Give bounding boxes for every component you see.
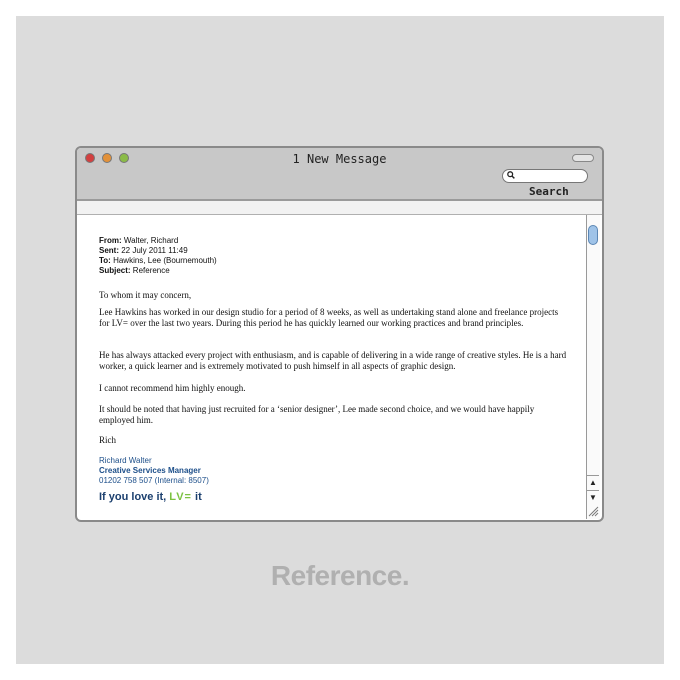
scroll-up-icon[interactable]: ▲ [587,475,599,489]
search-label: Search [529,185,569,198]
to-label: To: [99,256,111,265]
signature-role: Creative Services Manager [99,466,201,475]
scroll-down-icon[interactable]: ▼ [587,490,599,504]
toolbar-strip [77,201,602,215]
sent-label: Sent: [99,246,119,255]
from-value: Walter, Richard [123,236,179,245]
signature-name: Richard Walter [99,456,152,465]
vertical-scrollbar[interactable] [586,215,600,519]
email-window [75,146,604,522]
from-line [99,236,567,246]
brand-slogan [99,491,202,503]
caption-title: Reference. [270,560,410,591]
title-bar [77,148,602,201]
sent-value: 22 July 2011 11:49 [121,246,188,255]
body-paragraph: He has always attacked every project with enthusiasm, and is capable of delivering in a wide range of creative styles. He is a hard worker, a quick learner and is extremely motivated to push himself in all aspects of graphic design. [99,350,567,371]
search-icon [507,171,515,179]
to-line [99,256,567,266]
toolbar-toggle-button[interactable] [572,154,594,162]
body-paragraph: I cannot recommend him highly enough. [99,383,246,393]
subject-value: Reference [132,266,170,275]
body-paragraph: Lee Hawkins has worked in our design studio for a period of 8 weeks, as well as undertaking stand alone and freelance projects for LV= over the last two years. During this period he has quickly learned our working practices and brand principles. [99,307,559,328]
signature-phone: 01202 758 507 (Internal: 8507) [99,476,209,485]
resize-grip-icon[interactable] [587,505,599,517]
brand-logo: LV= [169,491,192,503]
sent-line [99,246,567,256]
search-input[interactable] [502,169,588,183]
scrollbar-thumb[interactable] [588,225,598,245]
slogan-prefix: If you love it, [99,491,167,503]
email-signature [99,456,209,486]
email-header [99,236,567,276]
subject-label: Subject: [99,266,131,275]
body-paragraph: It should be noted that having just recruited for a ‘senior designer’, Lee made second choice, and we would have happily employed him. [99,404,535,425]
from-label: From: [99,236,122,245]
window-title: 1 New Message [292,152,387,166]
subject-line [99,266,567,276]
slogan-suffix: it [195,491,202,503]
body-paragraph: To whom it may concern, [99,290,192,300]
body-paragraph: Rich [99,435,116,445]
to-value: Hawkins, Lee (Bournemouth) [113,256,217,265]
